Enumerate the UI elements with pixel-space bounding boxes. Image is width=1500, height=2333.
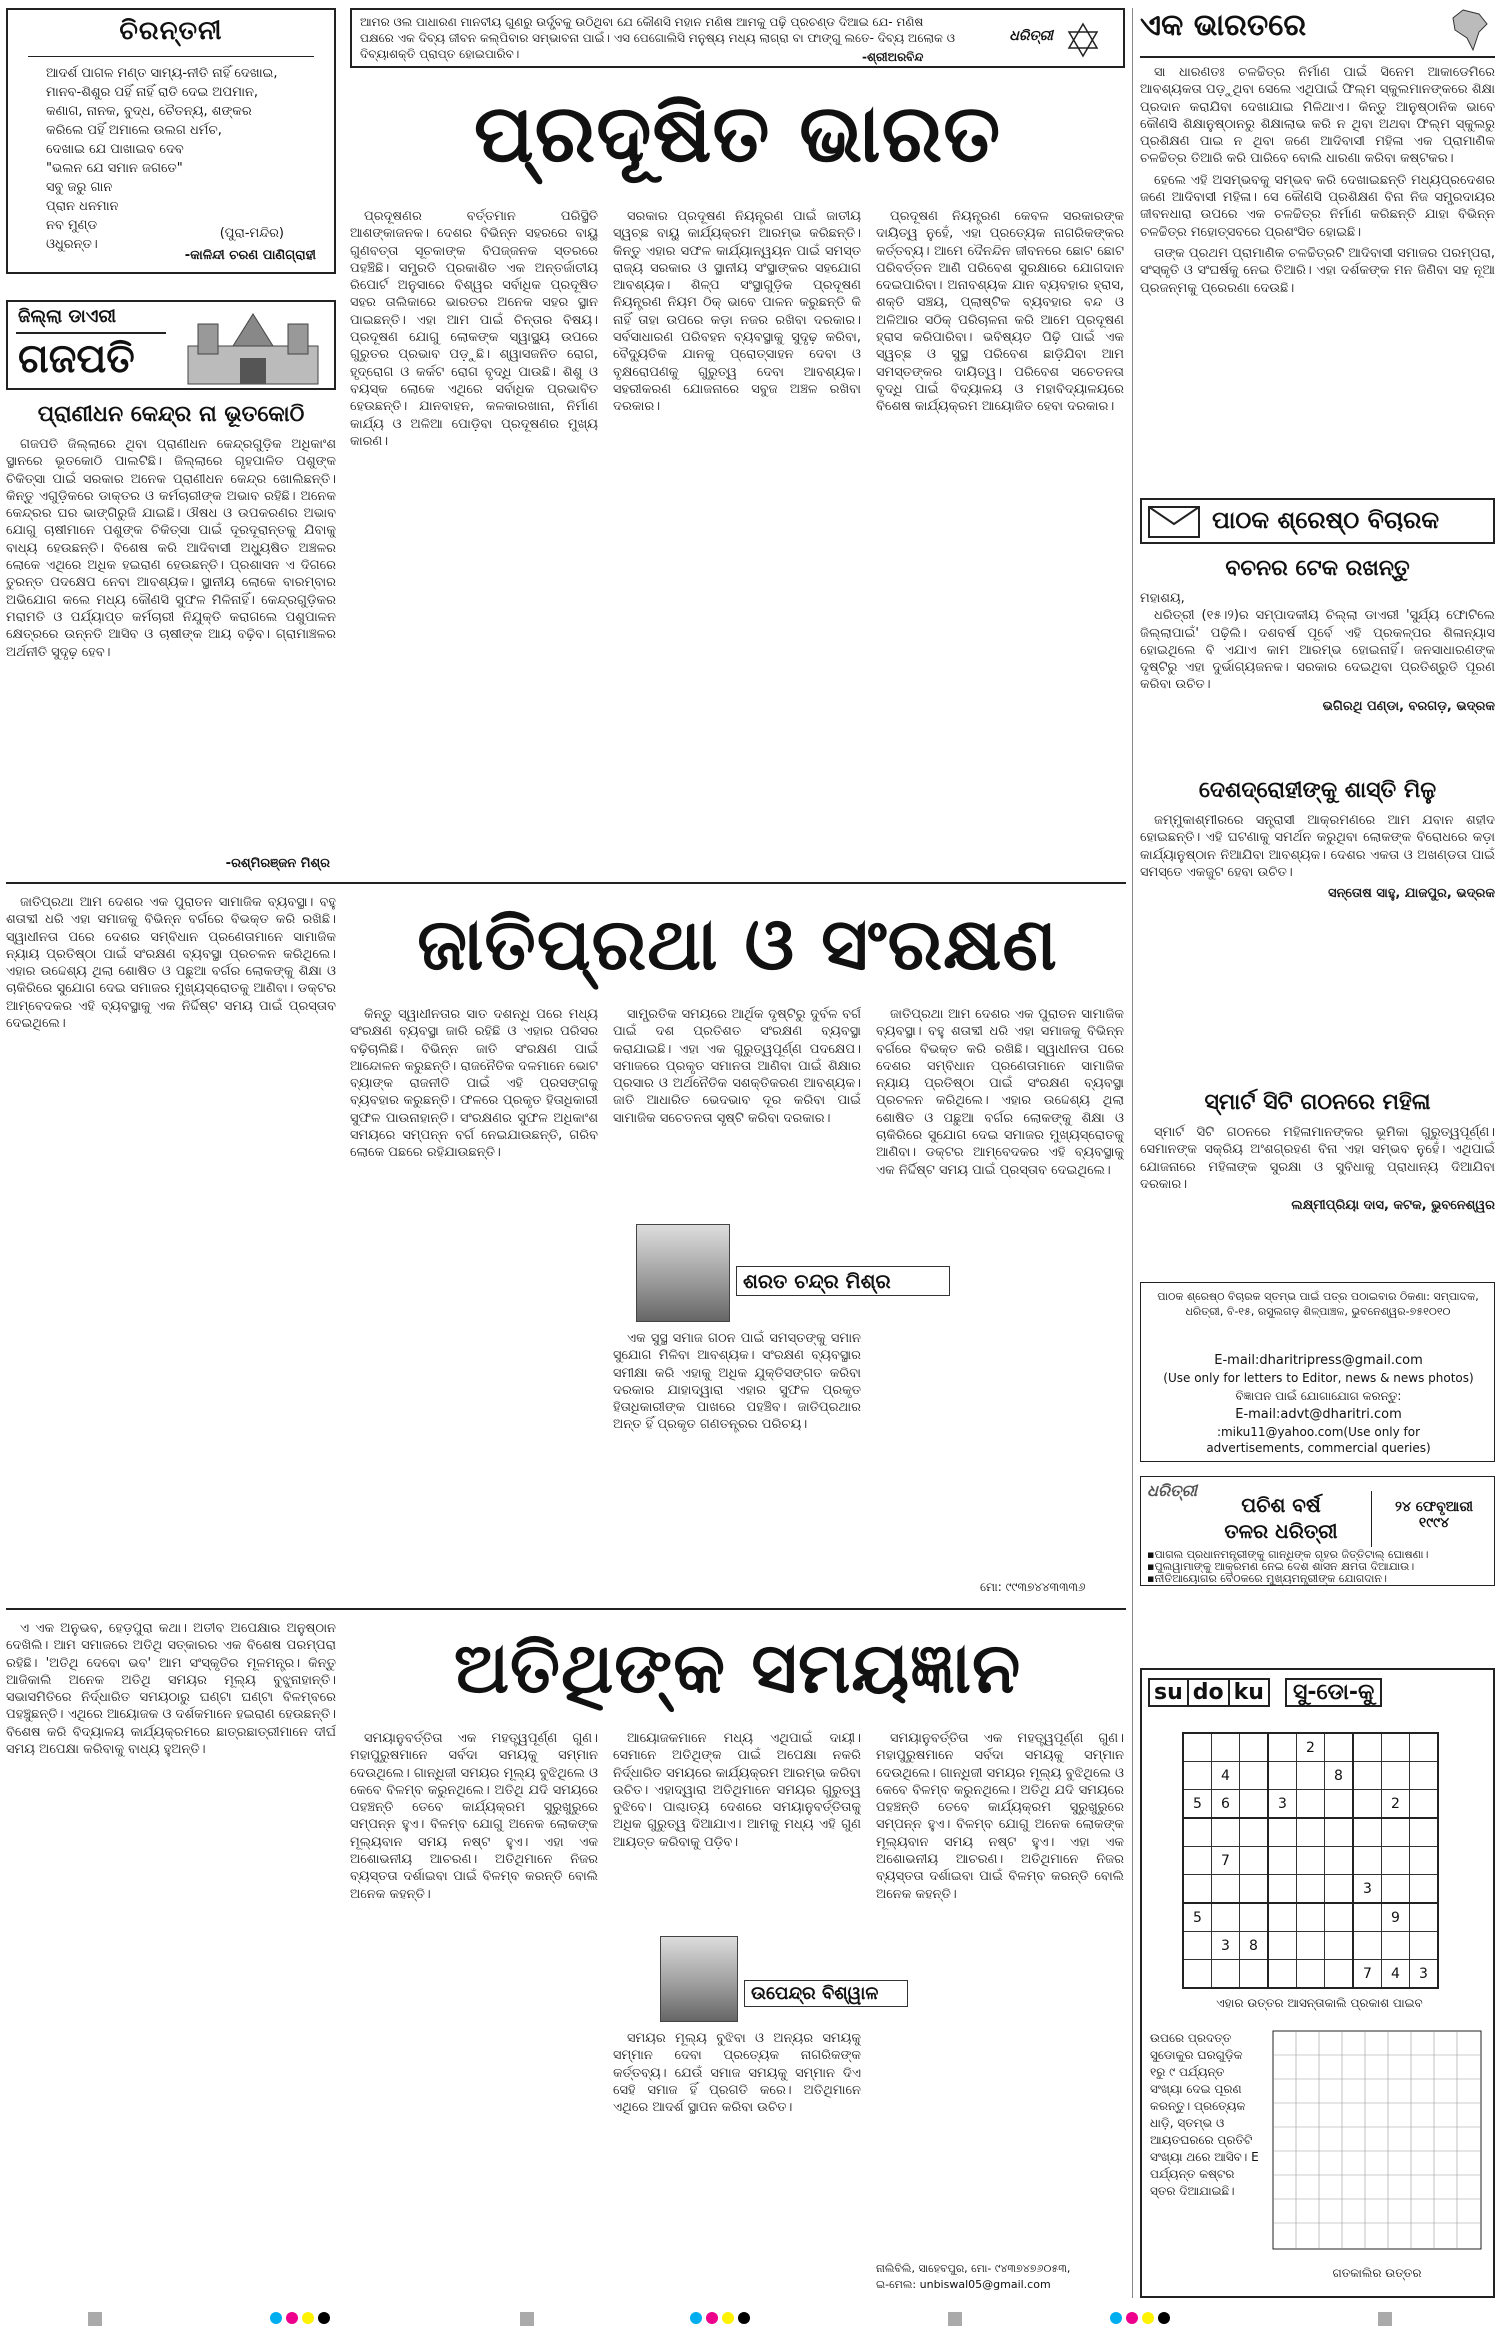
- edit-bharata-body: [1140, 64, 1495, 494]
- quote-logo: ଧରିତ୍ରୀ: [1009, 28, 1053, 44]
- sudoku-cell[interactable]: [1410, 1903, 1439, 1932]
- sudoku-cell[interactable]: [1353, 1818, 1382, 1847]
- sudoku-cell[interactable]: [1183, 1847, 1212, 1875]
- sudoku-cell[interactable]: [1382, 1847, 1410, 1875]
- contact-email-1[interactable]: E-mail:dharitripress@gmail.com: [1214, 1353, 1423, 1368]
- gajapati-body: [6, 436, 336, 856]
- color-registration-dot: [690, 2312, 702, 2324]
- sudoku-cell[interactable]: [1212, 1960, 1240, 1989]
- anniversary-date: ୨୪ ଫେବୃଆରୀ ୧୯୯୪: [1394, 1499, 1474, 1531]
- sudoku-latin-ku: ku: [1230, 1678, 1270, 1707]
- sudoku-cell[interactable]: [1212, 1903, 1240, 1932]
- article3-col3-text: ଆୟୋଜକମାନେ ମଧ୍ୟ ଏଥିପାଇଁ ଦାୟୀ। ସେମାନେ ଅତିଥିଙ୍କ ପାଇଁ ଅପେକ୍ଷା ନକରି ନିର୍ଦ୍ଧାରିତ ସମୟରେ କାର୍ଯ୍ୟକ୍ରମ ଆରମ୍ଭ କରିବା ଉଚିତ। ଏହାଦ୍ୱାରା ଅତିଥିମାନେ ସମୟର ଗୁରୁତ୍ୱ ବୁଝିବେ। ପାଶ୍ଚାତ୍ୟ ଦେଶରେ ସମୟାନୁବର୍ତ୍ତିତାକୁ ଅଧିକ ଗୁରୁତ୍ୱ ଦିଆଯାଏ। ଆମକୁ ମଧ୍ୟ ଏହି ଗୁଣ ଆୟତ୍ତ କରିବାକୁ ପଡ଼ିବ।: [613, 1731, 861, 1850]
- article2-col3b-text: ଏକ ସୁସ୍ଥ ସମାଜ ଗଠନ ପାଇଁ ସମସ୍ତଙ୍କୁ ସମାନ ସୁଯୋଗ ମିଳିବା ଆବଶ୍ୟକ। ସଂରକ୍ଷଣ ବ୍ୟବସ୍ଥାର ସମୀକ୍ଷା କରି ଏହାକୁ ଅଧିକ ଯୁକ୍ତିସଙ୍ଗତ କରିବା ଦରକାର ଯାହାଦ୍ୱାରା ଏହାର ସୁଫଳ ପ୍ରକୃତ ହିତାଧିକାରୀଙ୍କ ପାଖରେ ପହଞ୍ଚିବ। ଜାତିପ୍ରଥାର ଅନ୍ତ ହିଁ ପ୍ରକୃତ ଗଣତନ୍ତ୍ରର ପରିଚୟ।: [613, 1331, 861, 1433]
- sudoku-cell[interactable]: [1410, 1875, 1439, 1904]
- gajapati-author: -ରଶ୍ମିରଞ୍ଜନ ମିଶ୍ର: [225, 856, 330, 871]
- sudoku-cell[interactable]: [1353, 1733, 1382, 1762]
- sudoku-cell[interactable]: [1325, 1903, 1354, 1932]
- sudoku-row: [1183, 1903, 1438, 1932]
- color-registration-dot: [1158, 2312, 1170, 2324]
- letter-1-sender: ଭଗିରଥି ପଣ୍ଡା, ବରଗଡ଼, ଭଦ୍ରକ: [1322, 698, 1495, 714]
- color-registration-dot: [318, 2312, 330, 2324]
- section-rule-1: [6, 882, 1126, 884]
- article1-col2-text: ସରକାର ପ୍ରଦୂଷଣ ନିୟନ୍ତ୍ରଣ ପାଇଁ ଜାତୀୟ ସ୍ୱଚ୍ଛ ବାୟୁ କାର୍ଯ୍ୟକ୍ରମ ଆରମ୍ଭ କରିଛନ୍ତି। କିନ୍ତୁ ଏହାର ସଫଳ କାର୍ଯ୍ୟାନ୍ୱୟନ ପାଇଁ ସମସ୍ତ ରାଜ୍ୟ ସରକାର ଓ ସ୍ଥାନୀୟ ସଂସ୍ଥାଙ୍କର ସହଯୋଗ ଆବଶ୍ୟକ। ଶିଳ୍ପ ସଂସ୍ଥାଗୁଡ଼ିକ ପ୍ରଦୂଷଣ ନିୟନ୍ତ୍ରଣ ନିୟମ ଠିକ୍ ଭାବେ ପାଳନ କରୁଛନ୍ତି କି ନାହିଁ ତାହା ଉପରେ କଡ଼ା ନଜର ରଖିବା ଦରକାର। ସର୍ବସାଧାରଣ ପରିବହନ ବ୍ୟବସ୍ଥାକୁ ସୁଦୃଢ଼ କରିବା, ବୈଦ୍ୟୁତିକ ଯାନକୁ ପ୍ରୋତ୍ସାହନ ଦେବା ଓ ବୃକ୍ଷରୋପଣକୁ ଗୁରୁତ୍ୱ ଦେବା ଆବଶ୍ୟକ। ସହରୀକରଣ ଯୋଜନାରେ ସବୁଜ ଅଞ୍ଚଳ ରଖିବା ଦରକାର।: [613, 209, 861, 415]
- letter-3: [1140, 1124, 1495, 1274]
- sudoku-cell[interactable]: 5: [1183, 1790, 1212, 1819]
- sudoku-row: [1183, 1847, 1438, 1875]
- article2-col-2: [350, 1006, 598, 1596]
- sudoku-cell[interactable]: [1297, 1847, 1325, 1875]
- sudoku-cell[interactable]: [1325, 1847, 1354, 1875]
- district-diary-underline: [16, 332, 166, 334]
- article3-col1-text: ଏ ଏକ ଅନୁଭବ, ହେଡ଼ପୁରା କଥା। ଅତୀବ ଅପେକ୍ଷାର ଅନୁଷ୍ଠାନ ଦେଖିଲି। ଆମ ସମାଜରେ ଅତିଥି ସତ୍କାରର ଏକ ବିଶେଷ ପରମ୍ପରା ରହିଛି। 'ଅତିଥି ଦେବୋ ଭବ' ଆମ ସଂସ୍କୃତିର ମୂଳମନ୍ତ୍ର। କିନ୍ତୁ ଆଜିକାଲି ଅନେକ ଅତିଥି ସମୟର ମୂଲ୍ୟ ବୁଝୁନାହାନ୍ତି। ସଭାସମିତିରେ ନିର୍ଦ୍ଧାରିତ ସମୟଠାରୁ ଘଣ୍ଟା ଘଣ୍ଟା ବିଳମ୍ବରେ ପହଞ୍ଚୁଛନ୍ତି। ଏଥିରେ ଆୟୋଜକ ଓ ଦର୍ଶକମାନେ ହଇରାଣ ହେଉଛନ୍ତି। ବିଶେଷ କରି ବିଦ୍ୟାଳୟ କାର୍ଯ୍ୟକ୍ରମରେ ଛାତ୍ରଛାତ୍ରୀମାନେ ଦୀର୍ଘ ସମୟ ଅପେକ୍ଷା କରିବାକୁ ବାଧ୍ୟ ହୁଅନ୍ତି।: [6, 1621, 336, 1758]
- contact-note-1: (Use only for letters to Editor, news & news photos): [1163, 1371, 1474, 1385]
- sudoku-cell[interactable]: [1268, 1762, 1297, 1790]
- color-registration-dot: [302, 2312, 314, 2324]
- sudoku-latin-do: do: [1189, 1678, 1230, 1707]
- chirantani-line: ପ୍ରାନ ଧନମାନ: [46, 199, 119, 214]
- sudoku-cell[interactable]: 4: [1212, 1762, 1240, 1790]
- color-registration-dot: [722, 2312, 734, 2324]
- sudoku-cell[interactable]: [1410, 1818, 1439, 1847]
- quote-box: [350, 8, 1125, 68]
- sudoku-cell[interactable]: [1382, 1818, 1410, 1847]
- sudoku-answer-label: ଗତକାଲିର ଉତ୍ତର: [1332, 2266, 1422, 2280]
- article2-col1-text: ଜାତିପ୍ରଥା ଆମ ଦେଶର ଏକ ପୁରାତନ ସାମାଜିକ ବ୍ୟବସ୍ଥା। ବହୁ ଶତାବ୍ଦୀ ଧରି ଏହା ସମାଜକୁ ବିଭିନ୍ନ ବର୍ଗରେ ବିଭକ୍ତ କରି ରଖିଛି। ସ୍ୱାଧୀନତା ପରେ ଦେଶର ସମ୍ବିଧାନ ପ୍ରଣେତାମାନେ ସାମାଜିକ ନ୍ୟାୟ ପ୍ରତିଷ୍ଠା ପାଇଁ ସଂରକ୍ଷଣ ବ୍ୟବସ୍ଥା ପ୍ରଚଳନ କରିଥିଲେ। ଏହାର ଉଦ୍ଦେଶ୍ୟ ଥିଲା ଶୋଷିତ ଓ ପଛୁଆ ବର୍ଗର ଲୋକଙ୍କୁ ଶିକ୍ଷା ଓ ଚାକିରିରେ ସୁଯୋଗ ଦେଇ ସମାଜର ମୁଖ୍ୟସ୍ରୋତକୁ ଆଣିବା। ଡକ୍ଟର ଆମ୍ବେଦକର ଏହି ବ୍ୟବସ୍ଥାକୁ ଏକ ନିର୍ଦ୍ଦିଷ୍ଟ ସମୟ ପାଇଁ ପ୍ରସ୍ତାବ ଦେଇଥିଲେ।: [6, 895, 336, 1032]
- letter-1-body: ଧରିତ୍ରୀ (୧୫।୨)ର ସମ୍ପାଦକୀୟ ଚିଲ୍ଲା ଡାଏରୀ 'ସୁର୍ଯ୍ୟ ଫୋଟିଲେ ଜିଲ୍ଲାପାଇଁ' ପଢ଼ିଲି। ଦଶବର୍ଷ ପୂର୍ବେ ଏହି ପ୍ରକଳ୍ପର ଶିଳାନ୍ୟାସ ହୋଇଥିଲେ ବି ଏଯାଏ କାମ ଆରମ୍ଭ ହୋଇନାହିଁ। ଜନସାଧାରଣଙ୍କ ଦୃଷ୍ଟିରୁ ଏହା ଦୁର୍ଭାଗ୍ୟଜନକ। ସରକାର ଦେଇଥିବା ପ୍ରତିଶ୍ରୁତି ପୂରଣ କରିବା ଉଚିତ।: [1140, 608, 1495, 693]
- contact-note-2: advertisements, commercial queries): [1206, 1441, 1431, 1455]
- letter-3-body: ସ୍ମାର୍ଟ ସିଟି ଗଠନରେ ମହିଳାମାନଙ୍କର ଭୂମିକା ଗୁରୁତ୍ୱପୂର୍ଣ୍ଣ। ସେମାନଙ୍କ ସକ୍ରିୟ ଅଂଶଗ୍ରହଣ ବିନା ଏହା ସମ୍ଭବ ନୁହେଁ। ଏଥିପାଇଁ ଯୋଜନାରେ ମହିଳାଙ୍କ ସୁରକ୍ଷା ଓ ସୁବିଧାକୁ ପ୍ରାଧାନ୍ୟ ଦିଆଯିବା ଦରକାର।: [1140, 1125, 1495, 1192]
- chirantani-divider: [28, 56, 314, 57]
- letter-1-title: ବଚନର ଟେକ ରଖନ୍ତୁ: [1225, 556, 1410, 581]
- letter-3-sender: ଲକ୍ଷ୍ମୀପ୍ରିୟା ଦାସ, କଟକ, ଭୁବନେଶ୍ୱର: [1291, 1198, 1495, 1214]
- letter-2-body: ଜମ୍ମୁକାଶ୍ମୀରରେ ସନ୍ତ୍ରାସୀ ଆକ୍ରମଣରେ ଆମ ଯବାନ ଶହୀଦ ହୋଇଛନ୍ତି। ଏହି ଘଟଣାକୁ ସମର୍ଥନ କରୁଥିବା ଲୋକଙ୍କ ବିରୋଧରେ କଡ଼ା କାର୍ଯ୍ୟାନୁଷ୍ଠାନ ନିଆଯିବା ଆବଶ୍ୟକ। ଦେଶର ଏକତା ଓ ଅଖଣ୍ଡତା ପାଇଁ ସମସ୍ତେ ଏକଜୁଟ ହେବା ଉଚିତ।: [1140, 813, 1495, 880]
- sudoku-cell[interactable]: [1297, 1875, 1325, 1904]
- anniversary-item: ▪ପୁଲୱାମାଙ୍କୁ ଆକ୍ରମଣ ନେଇ ଦେଶ ଶାସନ କ୍ଷମତା ଦିଆଯାଉ।: [1147, 1560, 1415, 1573]
- chirantani-line: କଣାଗ, ନାନକ, ବୁଦ୍ଧ, ଚୈତନ୍ୟ, ଶଙ୍କର: [46, 104, 252, 119]
- color-registration-dot: [270, 2312, 282, 2324]
- contact-email-2[interactable]: E-mail:advt@dharitri.com: [1235, 1407, 1402, 1422]
- edit-bharata-para-3: ତାଙ୍କ ପ୍ରଥମ ପ୍ରାମାଣିକ ଚଳଚ୍ଚିତ୍ରଟି ଆଦିବାସୀ ସମାଜର ପରମ୍ପରା, ସଂସ୍କୃତି ଓ ସଂଘର୍ଷକୁ ନେଇ ତିଆରି। ଏହା ଦର୍ଶକଙ୍କ ମନ ଜିଣିବା ସହ ନୂଆ ପ୍ରଜନ୍ମକୁ ପ୍ରେରଣା ଦେଉଛି।: [1140, 245, 1495, 296]
- sudoku-cell[interactable]: [1183, 1762, 1212, 1790]
- gajapati-text: ଗଜପତି ଜିଲ୍ଲାରେ ଥିବା ପ୍ରାଣୀଧନ କେନ୍ଦ୍ରଗୁଡ଼ିକ ଅଧିକାଂଶ ସ୍ଥାନରେ ଭୂତକୋଠି ପାଲଟିଛି। ଜିଲ୍ଲାରେ ଗୃହପାଳିତ ପଶୁଙ୍କ ଚିକିତ୍ସା ପାଇଁ ସରକାର ଅନେକ ପ୍ରାଣୀଧନ କେନ୍ଦ୍ର ଖୋଲିଛନ୍ତି। କିନ୍ତୁ ଏଗୁଡ଼ିକରେ ଡାକ୍ତର ଓ କର୍ମଚାରୀଙ୍କ ଅଭାବ ରହିଛି। ଅନେକ କେନ୍ଦ୍ରର ଘର ଭାଙ୍ଗିରୁଜି ଯାଇଛି। ଔଷଧ ଓ ଉପକରଣର ଅଭାବ ଯୋଗୁ ଚାଷୀମାନେ ପଶୁଙ୍କ ଚିକିତ୍ସା ପାଇଁ ଦୂରଦୂରାନ୍ତକୁ ଯିବାକୁ ବାଧ୍ୟ ହେଉଛନ୍ତି। ବିଶେଷ କରି ଆଦିବାସୀ ଅଧ୍ୟୁଷିତ ଅଞ୍ଚଳର ଲୋକେ ଏଥିରେ ଅଧିକ ହଇରାଣ ହେଉଛନ୍ତି। ପ୍ରଶାସନ ଏ ଦିଗରେ ତୁରନ୍ତ ପଦକ୍ଷେପ ନେବା ଆବଶ୍ୟକ। ସ୍ଥାନୀୟ ଲୋକେ ବାରମ୍ବାର ଅଭିଯୋଗ କଲେ ମଧ୍ୟ କୌଣସି ସୁଫଳ ମିଳିନାହିଁ। କେନ୍ଦ୍ରଗୁଡ଼ିକର ମରାମତି ଓ ପର୍ଯ୍ୟାପ୍ତ କର୍ମଚାରୀ ନିଯୁକ୍ତି କରାଗଲେ ପଶୁପାଳନ କ୍ଷେତ୍ରରେ ଉନ୍ନତି ଆସିବ ଓ ଚାଷୀଙ୍କ ଆୟ ବଢ଼ିବ। ଗ୍ରାମାଞ୍ଚଳର ଅର୍ଥନୀତି ସୁଦୃଢ଼ ହେବ।: [6, 437, 336, 660]
- grey-tile-mark: [1378, 2312, 1392, 2326]
- sudoku-note: ଏହାର ଉତ୍ତର ଆସନ୍ତାକାଲି ପ୍ରକାଶ ପାଇବ: [1216, 1996, 1423, 2010]
- sudoku-header: [1148, 1678, 1382, 1712]
- chirantani-line: ନବ ମୁଣ୍ଡ: [46, 218, 98, 233]
- sudoku-cell[interactable]: [1240, 1903, 1269, 1932]
- sudoku-cell[interactable]: [1353, 1762, 1382, 1790]
- chirantani-line: ମାନବ-ଶିଶୁର ପହିଁ ନାହିଁ ରାତି ଦେଇ ଅପମାନ,: [46, 85, 259, 100]
- column-rule-right: [1132, 8, 1133, 2298]
- edit-bharata-title: ଏକ ଭାରତରେ: [1140, 8, 1307, 43]
- sudoku-cell[interactable]: [1240, 1762, 1269, 1790]
- sudoku-cell[interactable]: [1183, 1818, 1212, 1847]
- color-registration-dot: [1110, 2312, 1122, 2324]
- sudoku-cell[interactable]: 3: [1212, 1932, 1240, 1960]
- sudoku-cell[interactable]: 3: [1410, 1960, 1439, 1989]
- article2-col2-text: କିନ୍ତୁ ସ୍ୱାଧୀନତାର ସାତ ଦଶନ୍ଧି ପରେ ମଧ୍ୟ ସଂରକ୍ଷଣ ବ୍ୟବସ୍ଥା ଜାରି ରହିଛି ଓ ଏହାର ପରିସର ବଢ଼ିଚାଲିଛି। ବିଭିନ୍ନ ଜାତି ସଂରକ୍ଷଣ ପାଇଁ ଆନ୍ଦୋଳନ କରୁଛନ୍ତି। ରାଜନୈତିକ ଦଳମାନେ ଭୋଟ ବ୍ୟାଙ୍କ ରାଜନୀତି ପାଇଁ ଏହି ପ୍ରସଙ୍ଗକୁ ବ୍ୟବହାର କରୁଛନ୍ତି। ଫଳରେ ପ୍ରକୃତ ହିତାଧିକାରୀ ସୁଫଳ ପାଉନାହାନ୍ତି। ସଂରକ୍ଷଣର ସୁଫଳ ଅଧିକାଂଶ ସମୟରେ ସମ୍ପନ୍ନ ବର୍ଗ ନେଇଯାଉଛନ୍ତି, ଗରିବ ଲୋକେ ପଛରେ ରହିଯାଉଛନ୍ତି।: [350, 1007, 598, 1161]
- sudoku-cell[interactable]: 2: [1297, 1733, 1325, 1762]
- sudoku-title: ସୁ-ଡୋ-କୁ: [1285, 1678, 1382, 1707]
- sudoku-row: [1183, 1875, 1438, 1904]
- letter-2-sender: ସନ୍ତୋଷ ସାହୁ, ଯାଜପୁର, ଭଦ୍ରକ: [1327, 886, 1495, 902]
- grey-tile-mark: [88, 2312, 102, 2326]
- sudoku-cell[interactable]: [1268, 1875, 1297, 1904]
- sudoku-row: [1183, 1818, 1438, 1847]
- sudoku-cell[interactable]: [1353, 1790, 1382, 1819]
- chirantani-source: (ପୁରା-ମନ୍ଦିର): [219, 226, 284, 241]
- temple-illustration: [178, 306, 328, 386]
- article2-col-3: [613, 1006, 861, 1216]
- article3-col-3b: [613, 2030, 861, 2300]
- article1-col3-text: ପ୍ରଦୂଷଣ ନିୟନ୍ତ୍ରଣ କେବଳ ସରକାରଙ୍କ ଦାୟିତ୍ୱ ନୁହେଁ, ଏହା ପ୍ରତ୍ୟେକ ନାଗରିକଙ୍କର କର୍ତ୍ତବ୍ୟ। ଆମେ ଦୈନନ୍ଦିନ ଜୀବନରେ ଛୋଟ ଛୋଟ ପରିବର୍ତ୍ତନ ଆଣି ପରିବେଶ ସୁରକ୍ଷାରେ ଯୋଗଦାନ ଦେଇପାରିବା। ଅନାବଶ୍ୟକ ଯାନ ବ୍ୟବହାର ହ୍ରାସ, ଶକ୍ତି ସଞ୍ଚୟ, ପ୍ଲାଷ୍ଟିକ ବ୍ୟବହାର ବନ୍ଦ ଓ ଅଳିଆର ସଠିକ୍ ପରିଚାଳନା କରି ଆମେ ପ୍ରଦୂଷଣ ହ୍ରାସ କରିପାରିବା। ଭବିଷ୍ୟତ ପିଢ଼ି ପାଇଁ ଏକ ସ୍ୱଚ୍ଛ ଓ ସୁସ୍ଥ ପରିବେଶ ଛାଡ଼ିଯିବା ଆମ ସମସ୍ତଙ୍କର ଦାୟିତ୍ୱ। ପରିବେଶ ସଚେତନତା ବୃଦ୍ଧି ପାଇଁ ବିଦ୍ୟାଳୟ ଓ ମହାବିଦ୍ୟାଳୟରେ ବିଶେଷ କାର୍ଯ୍ୟକ୍ରମ ଆୟୋଜିତ ହେବା ଦରକାର।: [876, 209, 1124, 415]
- article2-col4-text: ଜାତିପ୍ରଥା ଆମ ଦେଶର ଏକ ପୁରାତନ ସାମାଜିକ ବ୍ୟବସ୍ଥା। ବହୁ ଶତାବ୍ଦୀ ଧରି ଏହା ସମାଜକୁ ବିଭିନ୍ନ ବର୍ଗରେ ବିଭକ୍ତ କରି ରଖିଛି। ସ୍ୱାଧୀନତା ପରେ ଦେଶର ସମ୍ବିଧାନ ପ୍ରଣେତାମାନେ ସାମାଜିକ ନ୍ୟାୟ ପ୍ରତିଷ୍ଠା ପାଇଁ ସଂରକ୍ଷଣ ବ୍ୟବସ୍ଥା ପ୍ରଚଳନ କରିଥିଲେ। ଏହାର ଉଦ୍ଦେଶ୍ୟ ଥିଲା ଶୋଷିତ ଓ ପଛୁଆ ବର୍ଗର ଲୋକଙ୍କୁ ଶିକ୍ଷା ଓ ଚାକିରିରେ ସୁଯୋଗ ଦେଇ ସମାଜର ମୁଖ୍ୟସ୍ରୋତକୁ ଆଣିବା। ଡକ୍ଟର ଆମ୍ବେଦକର ଏହି ବ୍ୟବସ୍ଥାକୁ ଏକ ନିର୍ଦ୍ଦିଷ୍ଟ ସମୟ ପାଇଁ ପ୍ରସ୍ତାବ ଦେଇଥିଲେ।: [876, 1007, 1124, 1178]
- sudoku-cell[interactable]: [1353, 1932, 1382, 1960]
- sudoku-cell[interactable]: [1325, 1733, 1354, 1762]
- contact-adv: ବିଜ୍ଞାପନ ପାଇଁ ଯୋଗାଯୋଗ କରନ୍ତୁ:: [1235, 1389, 1402, 1403]
- quote-text: ଆମର ଓଲ ପାଧାରଣ ମାନବୀୟ ଗୁଣରୁ ଉର୍ଦ୍ଧ୍ବକୁ ଉଠିଥିବା ଯେ କୌଣସି ମହାନ ମଣିଷ ଆମକୁ ପଢ଼ି ପ୍ରଚଣ୍ଡ ଦିଆଇ ଯେ- ମଣିଷ ପକ୍ଷରେ ଏକ ଦିବ୍ୟ ଜୀବନ କଲ୍ପିବାର ସମ୍ଭାବନା ପାଇଁ। ଏସ ପେଗୋଲିସି ମନୁଷ୍ୟ ମଧ୍ୟ ଲାଗ୍ରା ବା ଫାଙ୍ଗୁ ଲତେ- ଦିବ୍ୟ ଅଲୋକ ଓ ଦିବ୍ୟାଶକ୍ତି ପ୍ରାପ୍ତ ହୋଇପାରିବ।: [360, 15, 956, 61]
- edit-bharata-para-2: ହେଲେ ଏହି ଅସମ୍ଭବକୁ ସମ୍ଭବ କରି ଦେଖାଇଛନ୍ତି ମଧ୍ୟପ୍ରଦେଶର ଜଣେ ଆଦିବାସୀ ମହିଳା। ସେ କୌଣସି ପ୍ରଶିକ୍ଷଣ ବିନା ନିଜ ସମ୍ପ୍ରଦାୟର ଜୀବନଧାରା ଉପରେ ଏକ ଚଳଚ୍ଚିତ୍ର ନିର୍ମାଣ କରିଛନ୍ତି ଯାହା ବିଭିନ୍ନ ଚଳଚ୍ଚିତ୍ର ମହୋତ୍ସବରେ ପ୍ରଶଂସିତ ହୋଇଛି।: [1140, 172, 1495, 240]
- sudoku-cell[interactable]: 6: [1212, 1790, 1240, 1819]
- star-of-david-icon: [1063, 20, 1103, 60]
- sudoku-cell[interactable]: [1325, 1818, 1354, 1847]
- article2-author: ଶରତ ଚନ୍ଦ୍ର ମିଶ୍ର: [736, 1266, 950, 1296]
- sudoku-cell[interactable]: [1382, 1762, 1410, 1790]
- sudoku-cell[interactable]: [1183, 1875, 1212, 1904]
- chirantani-line: ଆଦର୍ଶ ପାଗଳ ମଣ୍ତ ସାମ୍ୟ-ନୀତି ନାହିଁ ଦେଖାଇ,: [46, 66, 278, 81]
- letters-header: ପାଠକ ଶ୍ରେଷ୍ଠ ବିଚାରକ: [1212, 506, 1440, 534]
- sudoku-cell[interactable]: 8: [1325, 1762, 1354, 1790]
- color-registration-dot: [1142, 2312, 1154, 2324]
- sudoku-cell[interactable]: 3: [1353, 1875, 1382, 1904]
- edit-bharata-para-1: ସା ଧାରଣତଃ ଚଳଚ୍ଚିତ୍ର ନିର୍ମାଣ ପାଇଁ ସିନେମ ଆକାଡେମିରେ ଆବଶ୍ୟକତା ପଡ଼ୁଥିବା ସେଲେ ଏଥିପାଇଁ ଫିଲ୍ମ ସ୍କୁଲମାନଙ୍କରେ ଶିକ୍ଷା ପ୍ରଦାନ କରାଯିବା ଦେଖାଯାଇ ମିଳିଥାଏ। କିନ୍ତୁ ଆନୁଷ୍ଠାନିକ ଭାବେ କୌଣସି ଶିକ୍ଷାନୁଷ୍ଠାନରୁ ଶିକ୍ଷାଲାଭ କରି ନ ଥିବା ଅଥବା ଫିଲ୍ମ ସ୍କୁଲରୁ ପ୍ରଶିକ୍ଷଣ ପାଇ ନ ଥିବା ଜଣେ ଆଦିବାସୀ ମହିଳା ଏକ ପ୍ରାମାଣିକ ଚଳଚ୍ଚିତ୍ର ତିଆରି କରି ପାରିବେ ବୋଲି ଧାରଣା କରିବା କଷ୍ଟକର।: [1140, 65, 1495, 167]
- article1-col-2: [613, 208, 861, 868]
- article1-col-1: [350, 208, 598, 868]
- anniversary-divider: [1371, 1491, 1372, 1547]
- sudoku-cell[interactable]: [1297, 1818, 1325, 1847]
- sudoku-cell[interactable]: 9: [1382, 1903, 1410, 1932]
- sudoku-cell[interactable]: [1410, 1932, 1439, 1960]
- article3-col3b-text: ସମୟର ମୂଲ୍ୟ ବୁଝିବା ଓ ଅନ୍ୟର ସମୟକୁ ସମ୍ମାନ ଦେବା ପ୍ରତ୍ୟେକ ନାଗରିକଙ୍କ କର୍ତ୍ତବ୍ୟ। ଯେଉଁ ସମାଜ ସମୟକୁ ସମ୍ମାନ ଦିଏ ସେହି ସମାଜ ହିଁ ପ୍ରଗତି କରେ। ଅତିଥିମାନେ ଏଥିରେ ଆଦର୍ଶ ସ୍ଥାପନ କରିବା ଉଚିତ।: [613, 2031, 861, 2116]
- edit-bharata-rule: [1140, 56, 1495, 58]
- sudoku-cell[interactable]: [1240, 1790, 1269, 1819]
- sudoku-cell[interactable]: 3: [1268, 1790, 1297, 1819]
- article3-col2-text: ସମୟାନୁବର୍ତ୍ତିତା ଏକ ମହତ୍ତ୍ୱପୂର୍ଣ୍ଣ ଗୁଣ। ମହାପୁରୁଷମାନେ ସର୍ବଦା ସମୟକୁ ସମ୍ମାନ ଦେଉଥିଲେ। ଗାନ୍ଧିଜୀ ସମୟର ମୂଲ୍ୟ ବୁଝିଥିଲେ ଓ କେବେ ବିଳମ୍ବ କରୁନଥିଲେ। ଅତିଥି ଯଦି ସମୟରେ ପହଞ୍ଚନ୍ତି ତେବେ କାର୍ଯ୍ୟକ୍ରମ ସୁରୁଖୁରୁରେ ସମ୍ପନ୍ନ ହୁଏ। ବିଳମ୍ବ ଯୋଗୁ ଅନେକ ଲୋକଙ୍କ ମୂଲ୍ୟବାନ ସମୟ ନଷ୍ଟ ହୁଏ। ଏହା ଏକ ଅଶୋଭନୀୟ ଆଚରଣ। ଅତିଥିମାନେ ନିଜର ବ୍ୟସ୍ତତା ଦର୍ଶାଇବା ପାଇଁ ବିଳମ୍ବ କରନ୍ତି ବୋଲି ଅନେକ କହନ୍ତି।: [350, 1731, 598, 1902]
- sudoku-cell[interactable]: [1240, 1847, 1269, 1875]
- sudoku-cell[interactable]: [1212, 1818, 1240, 1847]
- color-registration-dot: [1126, 2312, 1138, 2324]
- chirantani-line: ଦେଖାଇ ଯେ ପାଖାଇବ ଦେବ: [46, 142, 184, 157]
- sudoku-row: [1183, 1733, 1438, 1762]
- letter-2-title: ଦେଶଦ୍ରୋହୀଙ୍କୁ ଶାସ୍ତି ମିଳୁ: [1198, 778, 1437, 803]
- grey-tile-mark: [520, 2312, 534, 2326]
- sudoku-cell[interactable]: [1297, 1960, 1325, 1989]
- sudoku-row: [1183, 1790, 1438, 1819]
- sudoku-cell[interactable]: [1382, 1733, 1410, 1762]
- article2-col-3b: [613, 1330, 861, 1596]
- sudoku-cell[interactable]: [1212, 1733, 1240, 1762]
- color-registration-dot: [706, 2312, 718, 2324]
- sudoku-cell[interactable]: [1240, 1818, 1269, 1847]
- letters-contact-box: [1140, 1282, 1495, 1462]
- article3-place: ନାଲିବିଲି, ସାହେବପୁର, ମୋ- ୯୪୩୭୪୭୬୦୫୩,: [876, 2262, 1071, 2275]
- sudoku-cell[interactable]: [1410, 1790, 1439, 1819]
- article3-col-4: [876, 1730, 1124, 2250]
- chirantani-author: -କାଳିନ୍ଦୀ ଚରଣ ପାଣିଗ୍ରାହୀ: [184, 248, 316, 263]
- color-registration-dot: [286, 2312, 298, 2324]
- sudoku-cell[interactable]: [1268, 1903, 1297, 1932]
- sudoku-cell[interactable]: 4: [1382, 1960, 1410, 1989]
- sudoku-cell[interactable]: [1268, 1818, 1297, 1847]
- article3-title: ଅତିଥିଙ୍କ ସମୟଜ୍ଞାନ: [453, 1627, 1022, 1709]
- letter-2: [1140, 812, 1495, 1082]
- sudoku-cell[interactable]: [1212, 1875, 1240, 1904]
- sudoku-cell[interactable]: [1325, 1960, 1354, 1989]
- sudoku-cell[interactable]: [1382, 1875, 1410, 1904]
- article3-col-2: [350, 1730, 598, 2300]
- article3-author: ଉପେନ୍ଦ୍ର ବିଶ୍ୱାଳ: [744, 1980, 908, 2007]
- gajapati-title: ପ୍ରାଣୀଧନ କେନ୍ଦ୍ର ନା ଭୂତକୋଠି: [37, 402, 305, 427]
- article2-col3-text: ସାମ୍ପ୍ରତିକ ସମୟରେ ଆର୍ଥିକ ଦୃଷ୍ଟିରୁ ଦୁର୍ବଳ ବର୍ଗ ପାଇଁ ଦଶ ପ୍ରତିଶତ ସଂରକ୍ଷଣ ବ୍ୟବସ୍ଥା କରାଯାଇଛି। ଏହା ଏକ ଗୁରୁତ୍ୱପୂର୍ଣ୍ଣ ପଦକ୍ଷେପ। ସମାଜରେ ପ୍ରକୃତ ସମାନତା ଆଣିବା ପାଇଁ ଶିକ୍ଷାର ପ୍ରସାର ଓ ଅର୍ଥନୈତିକ ସଶକ୍ତିକରଣ ଆବଶ୍ୟକ। ଜାତି ଆଧାରିତ ଭେଦଭାବ ଦୂର କରିବା ପାଇଁ ସାମାଜିକ ସଚେତନତା ସୃଷ୍ଟି କରିବା ଦରକାର।: [613, 1007, 861, 1126]
- district-diary-box: [6, 300, 336, 390]
- sudoku-cell[interactable]: [1382, 1932, 1410, 1960]
- quote-author: -ଶ୍ରୀଅରବିନ୍ଦ: [862, 50, 924, 64]
- sudoku-cell[interactable]: [1410, 1762, 1439, 1790]
- sudoku-row: [1183, 1932, 1438, 1960]
- sudoku-latin-su: su: [1148, 1678, 1189, 1707]
- sudoku-cell[interactable]: [1325, 1790, 1354, 1819]
- sudoku-rules: ଉପରେ ପ୍ରଦତ୍ତ ସୁଡୋକୁର ଘରଗୁଡ଼ିକ ୧ରୁ ୯ ପର୍ଯ୍ୟନ୍ତ ସଂଖ୍ୟା ଦେଇ ପୂରଣ କରନ୍ତୁ। ପ୍ରତ୍ୟେକ ଧାଡ଼ି, ସ୍ତମ୍ଭ ଓ ଆୟତଘରରେ ପ୍ରତିଟି ସଂଖ୍ୟା ଥରେ ଆସିବ। E ପର୍ଯ୍ୟନ୍ତ କଷ୍ଟର ସ୍ତର ଦିଆଯାଇଛି।: [1150, 2031, 1259, 2198]
- sudoku-cell[interactable]: [1268, 1960, 1297, 1989]
- anniversary-title-1: ପଚିଶ ବର୍ଷ: [1241, 1493, 1321, 1517]
- sudoku-cell[interactable]: [1353, 1847, 1382, 1875]
- color-registration-dot: [738, 2312, 750, 2324]
- sudoku-cell[interactable]: [1297, 1903, 1325, 1932]
- anniversary-logo: ଧରିତ୍ରୀ: [1147, 1481, 1197, 1500]
- sudoku-cell[interactable]: [1297, 1932, 1325, 1960]
- article3-email[interactable]: ଇ-ମେଲ: unbiswal05@gmail.com: [876, 2278, 1051, 2291]
- sudoku-row: [1183, 1762, 1438, 1790]
- contact-intro: ପାଠକ ଶ୍ରେଷ୍ଠ ବିଚାରକ ସ୍ତମ୍ଭ ପାଇଁ ପତ୍ର ପଠାଇବାର ଠିକଣା: ସମ୍ପାଦକ, ଧରିତ୍ରୀ, ବି-୧୫, ରସୁଲଗଡ଼ ଶିଳ୍ପାଞ୍ଚଳ, ଭୁବନେଶ୍ୱର-୭୫୧୦୧୦: [1157, 1290, 1479, 1318]
- author-photo-sharat: [636, 1224, 730, 1322]
- author-photo-upendra: [660, 1936, 738, 2022]
- chirantani-line: ଓଧୁରନ୍ତ।: [46, 237, 98, 252]
- chirantani-line: କରିଲେ ପହିଁ ଅମାଲେ ଉଲଗ ଧର୍ମଚ,: [46, 123, 222, 138]
- chirantani-title: ଚିରନ୍ତନୀ: [119, 16, 223, 46]
- article2-col-1: [6, 894, 336, 1594]
- letter-1-salutation: ମହାଶୟ,: [1140, 591, 1185, 606]
- sudoku-cell[interactable]: [1183, 1932, 1212, 1960]
- section-rule-2: [6, 1608, 1126, 1610]
- anniversary-item: ▪ନୀତିଆୟୋଗର ବୈଠକରେ ମୁଖ୍ୟମନ୍ତ୍ରୀଙ୍କ ଯୋଗଦାନ।: [1147, 1572, 1387, 1585]
- sudoku-answer-grid: [1272, 2030, 1482, 2250]
- article3-col4-text: ସମୟାନୁବର୍ତ୍ତିତା ଏକ ମହତ୍ତ୍ୱପୂର୍ଣ୍ଣ ଗୁଣ। ମହାପୁରୁଷମାନେ ସର୍ବଦା ସମୟକୁ ସମ୍ମାନ ଦେଉଥିଲେ। ଗାନ୍ଧିଜୀ ସମୟର ମୂଲ୍ୟ ବୁଝିଥିଲେ ଓ କେବେ ବିଳମ୍ବ କରୁନଥିଲେ। ଅତିଥି ଯଦି ସମୟରେ ପହଞ୍ଚନ୍ତି ତେବେ କାର୍ଯ୍ୟକ୍ରମ ସୁରୁଖୁରୁରେ ସମ୍ପନ୍ନ ହୁଏ। ବିଳମ୍ବ ଯୋଗୁ ଅନେକ ଲୋକଙ୍କ ମୂଲ୍ୟବାନ ସମୟ ନଷ୍ଟ ହୁଏ। ଏହା ଏକ ଅଶୋଭନୀୟ ଆଚରଣ। ଅତିଥିମାନେ ନିଜର ବ୍ୟସ୍ତତା ଦର୍ଶାଇବା ପାଇଁ ବିଳମ୍ବ କରନ୍ତି ବୋଲି ଅନେକ କହନ୍ତି।: [876, 1731, 1124, 1902]
- sudoku-cell[interactable]: [1183, 1960, 1212, 1989]
- article1-title: ପ୍ରଦୂଷିତ ଭାରତ: [473, 87, 1002, 180]
- sudoku-grid[interactable]: [1182, 1732, 1439, 1989]
- india-map-icon: [1449, 8, 1491, 52]
- sudoku-cell[interactable]: [1240, 1875, 1269, 1904]
- edit-bharata-masthead: [1140, 8, 1495, 52]
- article3-col-3: [613, 1730, 861, 1930]
- sudoku-cell[interactable]: [1268, 1733, 1297, 1762]
- letters-header-box: [1140, 498, 1495, 544]
- chirantani-line: "ଭଲନ ଯେ ସମାନ ଜଗତେ": [46, 161, 183, 176]
- sudoku-row: [1183, 1960, 1438, 1989]
- sudoku-cell[interactable]: [1240, 1733, 1269, 1762]
- district-diary-label: ଜିଲ୍ଲା ଡାଏରୀ: [18, 306, 117, 327]
- article1-col-3: [876, 208, 1124, 868]
- sudoku-cell[interactable]: [1410, 1733, 1439, 1762]
- anniversary-box: [1140, 1476, 1495, 1586]
- chirantani-line: ସବୁ ଜରୁ ଗାନ: [46, 180, 113, 195]
- print-registration-marks: [0, 2310, 1500, 2330]
- sudoku-cell[interactable]: [1297, 1762, 1325, 1790]
- anniversary-title-2: ତଳର ଧରିତ୍ରୀ: [1224, 1519, 1338, 1543]
- district-name: ଗଜପତି: [18, 336, 135, 382]
- sudoku-cell[interactable]: [1410, 1847, 1439, 1875]
- sudoku-cell[interactable]: [1325, 1932, 1354, 1960]
- grey-tile-mark: [948, 2312, 962, 2326]
- sudoku-cell[interactable]: [1268, 1847, 1297, 1875]
- sudoku-cell[interactable]: [1297, 1790, 1325, 1819]
- article2-phone: ମୋ: ୯୯୩୭୪୪୩୩୩୬: [980, 1580, 1086, 1594]
- chirantani-box: [6, 8, 336, 274]
- sudoku-box: [1140, 1668, 1495, 2298]
- contact-email-3[interactable]: :miku11@yahoo.com(Use only for: [1216, 1425, 1421, 1439]
- sudoku-cell[interactable]: [1325, 1875, 1354, 1904]
- sudoku-cell[interactable]: 7: [1353, 1960, 1382, 1989]
- anniversary-item: ▪ପାଗଲ ପ୍ରଧାନମନ୍ତ୍ରୀଙ୍କୁ ଗାନ୍ଧିଙ୍କ ଗୃହର ଜିତ୍ତିଟାଲ୍ ଘୋଷଣା।: [1147, 1548, 1429, 1561]
- sudoku-cell[interactable]: [1240, 1960, 1269, 1989]
- article1-col1-text: ପ୍ରଦୂଷଣର ବର୍ତ୍ତମାନ ପରିସ୍ଥିତି ଆଶଙ୍କାଜନକ। ଦେଶର ବିଭିନ୍ନ ସହରରେ ବାୟୁ ଗୁଣବତ୍ତା ସୂଚକାଙ୍କ ବିପଜ୍ଜନକ ସ୍ତରରେ ପହଞ୍ଚିଛି। ସମ୍ପ୍ରତି ପ୍ରକାଶିତ ଏକ ଅନ୍ତର୍ଜାତୀୟ ରିପୋର୍ଟ ଅନୁସାରେ ବିଶ୍ୱର ସର୍ବାଧିକ ପ୍ରଦୂଷିତ ସହର ତାଲିକାରେ ଭାରତର ଅନେକ ସହର ସ୍ଥାନ ପାଇଛନ୍ତି। ଏହା ଆମ ପାଇଁ ଚିନ୍ତାର ବିଷୟ। ପ୍ରଦୂଷଣ ଯୋଗୁ ଲୋକଙ୍କ ସ୍ୱାସ୍ଥ୍ୟ ଉପରେ ଗୁରୁତର ପ୍ରଭାବ ପଡ଼ୁଛି। ଶ୍ୱାସଜନିତ ରୋଗ, ହୃଦ୍‌ରୋଗ ଓ କର୍କଟ ରୋଗ ବୃଦ୍ଧି ପାଉଛି। ଶିଶୁ ଓ ବୟସ୍କ ଲୋକେ ଏଥିରେ ସର୍ବାଧିକ ପ୍ରଭାବିତ ହେଉଛନ୍ତି। ଯାନବାହନ, କଳକାରଖାନା, ନିର୍ମାଣ କାର୍ଯ୍ୟ ଓ ଅଳିଆ ପୋଡ଼ିବା ପ୍ରଦୂଷଣର ମୁଖ୍ୟ କାରଣ।: [350, 209, 598, 449]
- letter-1: [1140, 590, 1495, 770]
- sudoku-cell[interactable]: 8: [1240, 1932, 1269, 1960]
- article2-title: ଜାତିପ୍ରଥା ଓ ସଂରକ୍ଷଣ: [417, 902, 1058, 986]
- anniversary-items: [1147, 1549, 1489, 1585]
- sudoku-cell[interactable]: [1183, 1733, 1212, 1762]
- article3-col-1: [6, 1620, 336, 2300]
- sudoku-cell[interactable]: [1353, 1903, 1382, 1932]
- sudoku-cell[interactable]: 7: [1212, 1847, 1240, 1875]
- sudoku-cell[interactable]: [1268, 1932, 1297, 1960]
- envelope-icon: [1148, 506, 1200, 538]
- sudoku-cell[interactable]: 5: [1183, 1903, 1212, 1932]
- sudoku-cell[interactable]: 2: [1382, 1790, 1410, 1819]
- letter-3-title: ସ୍ମାର୍ଟ ସିଟି ଗଠନରେ ମହିଳା: [1204, 1090, 1431, 1115]
